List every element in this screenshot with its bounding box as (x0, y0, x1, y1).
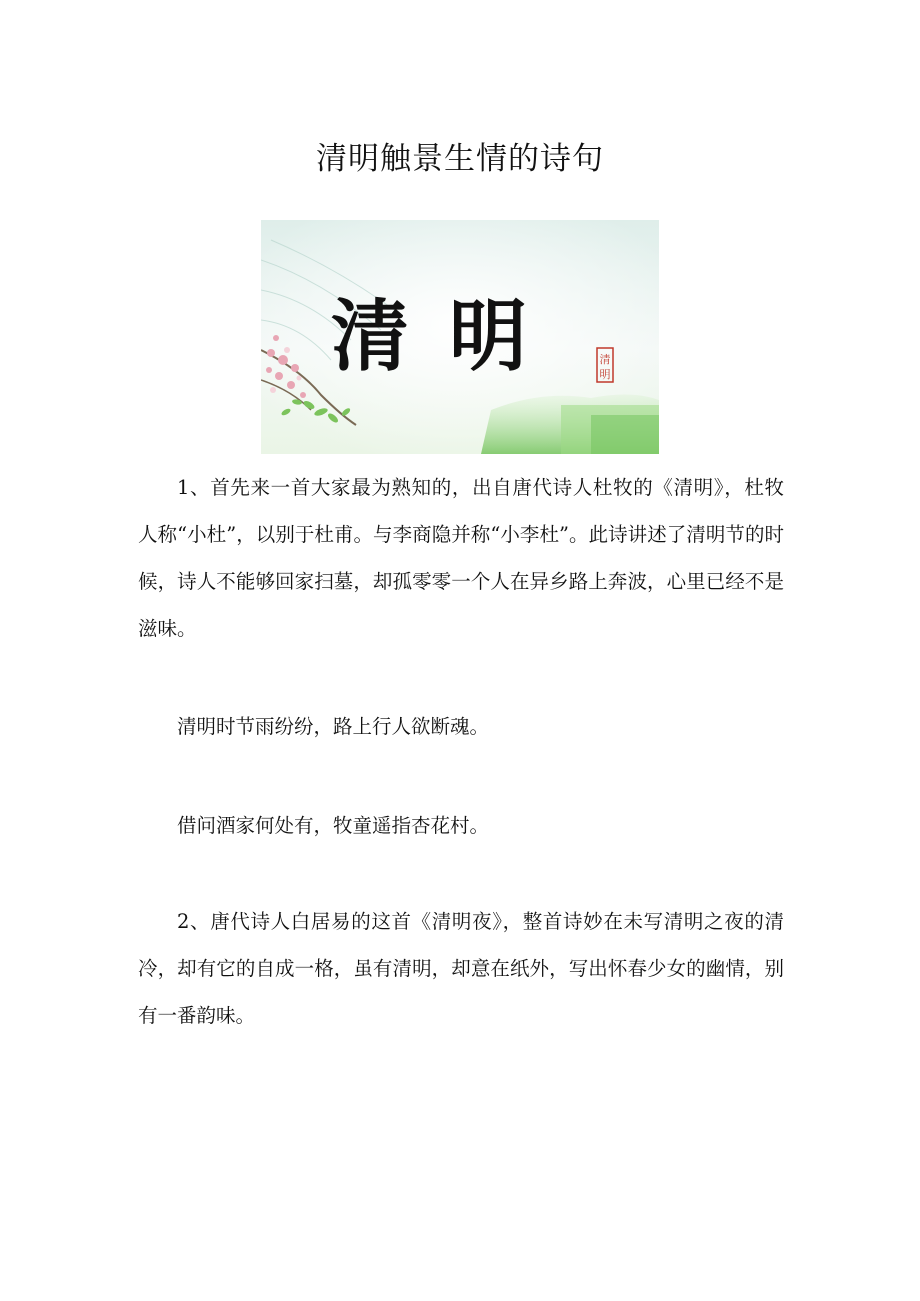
qingming-banner-image (261, 220, 659, 454)
poem-line-2: 借问酒家何处有，牧童遥指杏花村。 (177, 814, 490, 837)
poem-line-1: 清明时节雨纷纷，路上行人欲断魂。 (177, 715, 490, 738)
banner-calligraphy: 清明 (330, 291, 568, 382)
svg-text:清: 清 (599, 353, 611, 366)
page-title: 清明触景生情的诗句 (316, 140, 604, 177)
svg-text:明: 明 (599, 368, 611, 381)
paragraph-intro-baijuyi: 2、唐代诗人白居易的这首《清明夜》，整首诗妙在未写清明之夜的清冷，却有它的自成一格，虽有清明，却意在纸外，写出怀春少女的幽情，别有一番韵味。 (138, 910, 784, 1027)
paragraph-intro-dumu: 1、首先来一首大家最为熟知的，出自唐代诗人杜牧的《清明》，杜牧人称“小杜”，以别于杜甫。与李商隐并称“小李杜”。此诗讲述了清明节的时候，诗人不能够回家扫墓，却孤零零一个人在异乡路上奔波，心里已经不是滋味。 (138, 476, 784, 640)
